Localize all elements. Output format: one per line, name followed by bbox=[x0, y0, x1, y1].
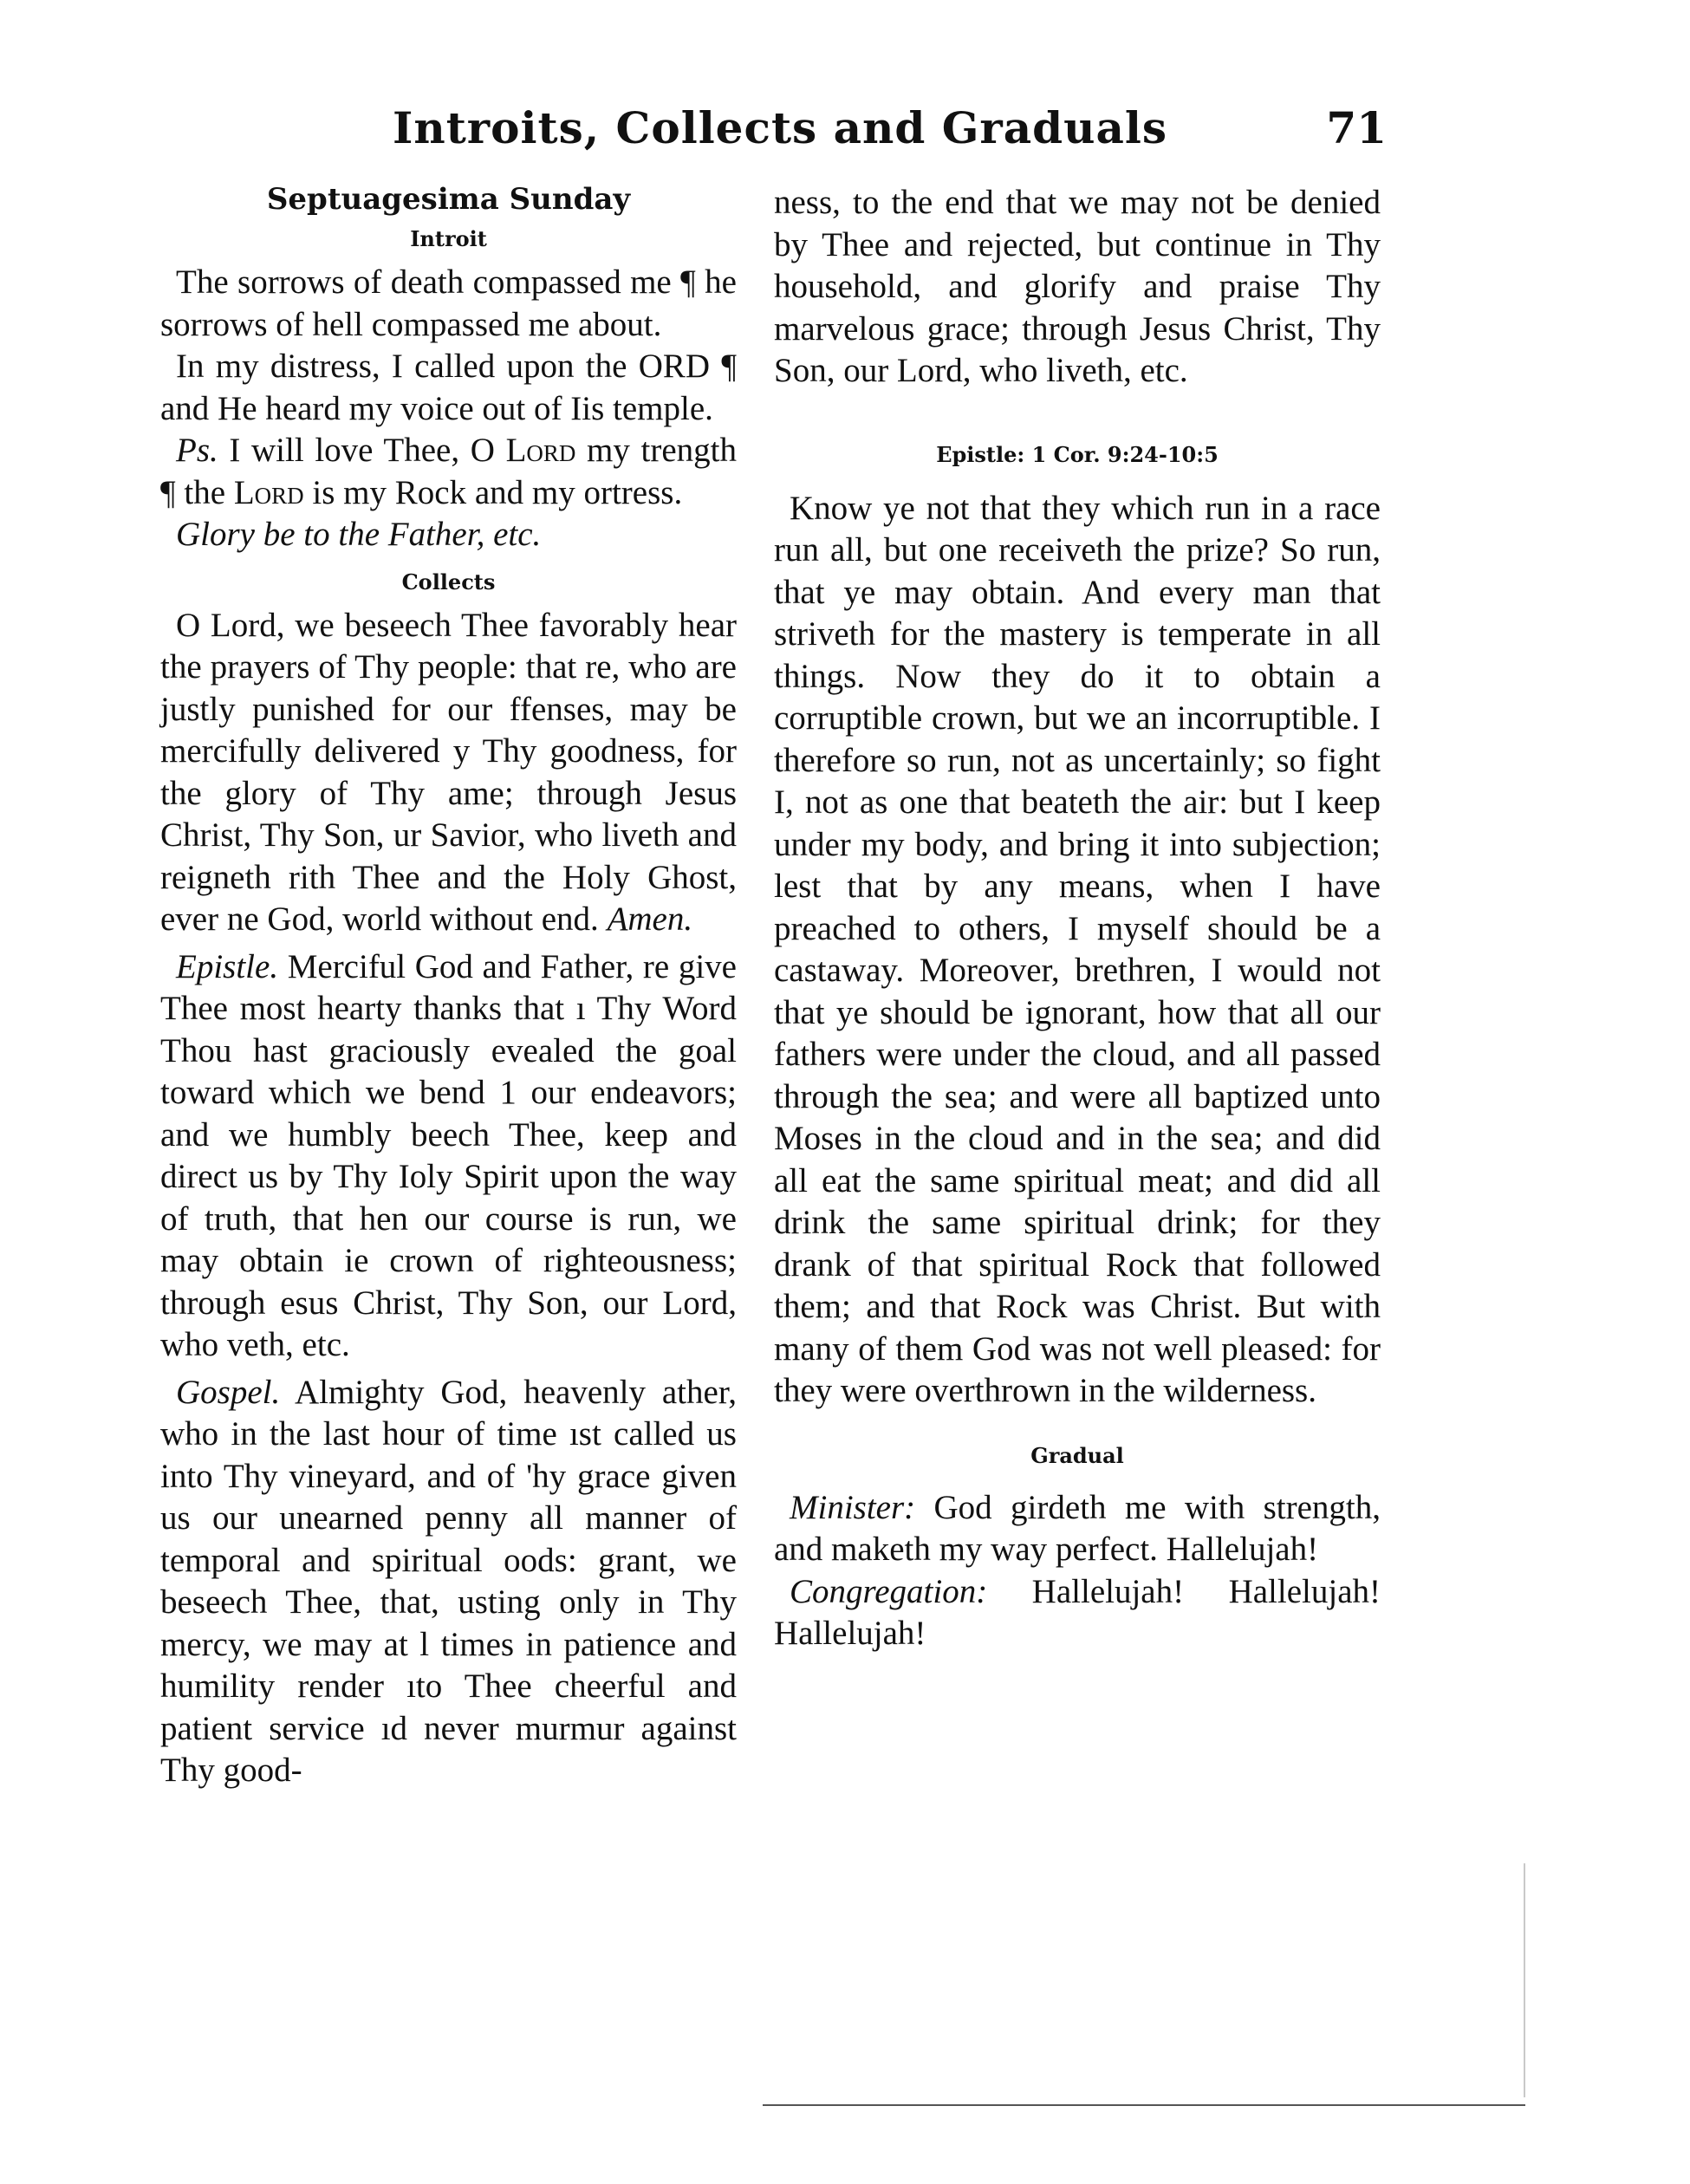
minister-label: Minister: bbox=[790, 1488, 916, 1526]
introit-p2-text-a: In my distress, I called upon the bbox=[176, 348, 639, 385]
psalm-text-c: is my Rock and my ortress. bbox=[303, 473, 683, 511]
lord-small-caps: Lord bbox=[233, 473, 304, 511]
sunday-title: Septuagesima Sunday bbox=[266, 182, 631, 217]
lord-small-caps: Lord bbox=[505, 432, 576, 469]
psalm-label: Ps. bbox=[176, 432, 218, 469]
collect-gospel-continuation: ness, to the end that we may not be denied by Thee and rejected, but continue in Thy household, and glorify and praise Thy marvelous grace; through Jesus Christ, Thy Son, our Lord, who liveth, etc. bbox=[774, 184, 1381, 389]
page-number: 71 bbox=[1326, 102, 1387, 153]
congregation-label: Congregation: bbox=[790, 1572, 988, 1610]
gradual-minister bbox=[774, 1487, 1381, 1571]
collect-paragraph-epistle bbox=[160, 946, 737, 1367]
psalm-text-a: I will love Thee, O bbox=[218, 432, 506, 469]
epistle-heading: Epistle: 1 Cor. 9:24-10:5 bbox=[936, 441, 1219, 467]
congregation-text: Hallelujah! Hallelujah! Hallelujah! bbox=[774, 1572, 1381, 1652]
epistle-label: Epistle. bbox=[176, 947, 279, 985]
collect-paragraph-1 bbox=[160, 605, 737, 941]
collect-1-text: O Lord, we beseech Thee favorably hear the prayers of Thy people: that re, who are justly punished for our ffenses, may be mercifully delivered y Thy goodness, for the glory of Thy ame; through Jesus Christ, Thy Son, ur Savior, who liveth and reigneth rith Thee and the Holy Ghost, ever ne God, world without end. bbox=[160, 606, 737, 938]
collects-heading: Collects bbox=[401, 569, 496, 595]
right-column bbox=[774, 182, 1381, 1655]
minister-text: God girdeth me with strength, and maketh my way perfect. Hallelujah! bbox=[774, 1488, 1381, 1568]
gradual-heading: Gradual bbox=[1030, 1442, 1124, 1468]
epistle-text: Know ye not that they which run in a race run all, but one receiveth the prize? So run, that ye may obtain. And every man that striveth for the mastery is temperate in all things. Now they do it to obtain a corruptible crown, but we an incorruptible. I therefore so run, not as uncertainly; so fight I, not as one that beateth the air: but I keep under my body, and bring it into subjection; lest that by any means, when I have preached to others, I myself should be a castaway. Moreover, brethren, I would not that ye should be ignorant, how that all our fathers were under the cloud, and all passed through the sea; and were all baptized unto Moses in the cloud and in the sea; and did all eat the same spiritual meat; and did all drink the same spiritual drink; for they drank of that spiritual Rock that followed them; and that Rock was Christ. But with many of them God was not well pleased: for they were overthrown in the wilderness. bbox=[774, 489, 1381, 1409]
introit-paragraph-1: The sorrows of death compassed me ¶ he sorrows of hell compassed me about. bbox=[160, 263, 737, 343]
amen: Amen. bbox=[607, 900, 693, 938]
introit-psalm-verse bbox=[160, 430, 737, 514]
page-edge-line bbox=[1524, 1863, 1525, 2097]
bottom-rule bbox=[763, 2104, 1525, 2106]
gradual-congregation bbox=[774, 1571, 1381, 1655]
collect-gospel-text: Almighty God, heavenly ather, who in the last hour of time ıst called us into Thy vineyard, and of 'hy grace given us our unearned penny all manner of temporal and spiritual oods: grant, we beseech Thee, that, usting only in Thy mercy, we may at l times in patience and humility render ıto Thee cheerful and patient service ıd never murmur against Thy good- bbox=[160, 1373, 737, 1789]
running-head bbox=[156, 102, 1404, 172]
running-title: Introits, Collects and Graduals bbox=[392, 102, 1168, 153]
collect-paragraph-gospel bbox=[160, 1372, 737, 1792]
introit-paragraph-2 bbox=[160, 346, 737, 430]
gloria-patri: Glory be to the Father, etc. bbox=[176, 516, 542, 553]
psalm-text-b: my trength ¶ the bbox=[160, 432, 737, 511]
introit-heading: Introit bbox=[410, 226, 487, 251]
introit-p2-text-b: ¶ and He heard my voice out of Iis temple. bbox=[160, 348, 738, 427]
gospel-label: Gospel. bbox=[176, 1373, 281, 1411]
lord-small-caps: ORD bbox=[638, 348, 711, 385]
left-column bbox=[160, 182, 737, 1792]
collect-epistle-text: Merciful God and Father, re give Thee most hearty thanks that ı Thy Word Thou hast graciously evealed the goal toward which we bend 1 our endeavors; and we humbly beech Thee, keep and direct us by Thy Ioly Spirit upon the way of truth, that hen our course is run, we may obtain ie crown of righteousness; through esus Christ, Thy Son, our Lord, who veth, etc. bbox=[160, 947, 737, 1363]
